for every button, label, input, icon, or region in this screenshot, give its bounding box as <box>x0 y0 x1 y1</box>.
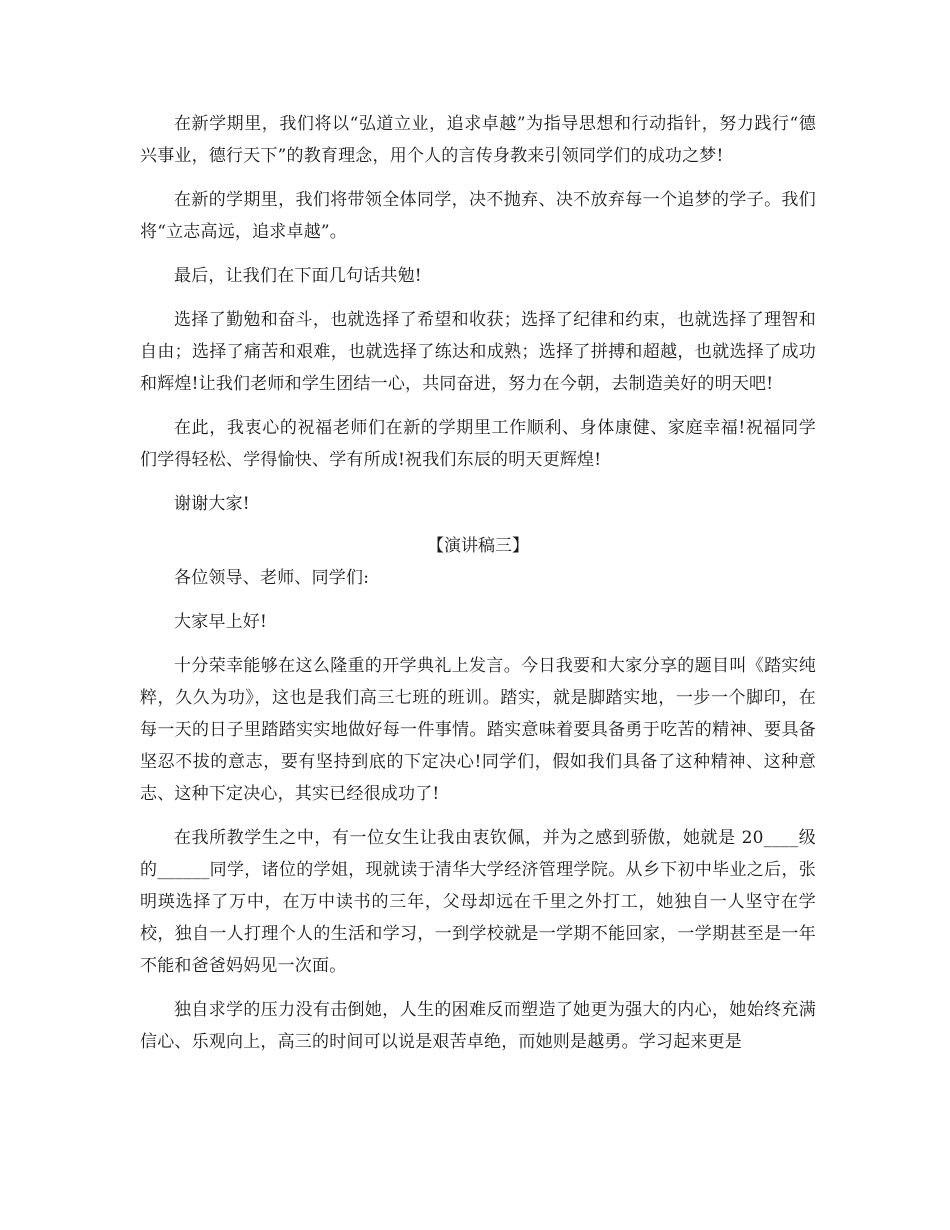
paragraph-3: 最后，让我们在下面几句话共勉! <box>174 266 422 286</box>
greeting: 大家早上好! <box>174 612 268 632</box>
section-heading: 【演讲稿三】 <box>427 536 529 556</box>
paragraph-2: 在新的学期里，我们将带领全体同学，决不抛弃、决不放弃每一个追梦的学子。我们将“立志高远，追求卓越”。 <box>140 190 816 242</box>
paragraph-6: 谢谢大家! <box>174 494 250 514</box>
paragraph-9: 独自求学的压力没有击倒她，人生的困难反而塑造了她更为强大的内心，她始终充满信心、乐观向上，高三的时间可以说是艰苦卓绝，而她则是越勇。学习起来更是 <box>140 1000 816 1052</box>
document-body <box>140 108 816 1058</box>
paragraph-8: 在我所教学生之中，有一位女生让我由衷钦佩，并为之感到骄傲，她就是 20____级的______同学，诸位的学姐，现就读于清华大学经济管理学院。从乡下初中毕业之后，张明瑛选择了万中，在万中读书的三年，父母却远在千里之外打工，她独自一人坚守在学校，独自一人打理个人的生活和学习，一到学校就是一学期不能回家，一学期甚至是一年不能和爸爸妈妈见一次面。 <box>140 828 816 976</box>
paragraph-1: 在新学期里，我们将以“弘道立业，追求卓越”为指导思想和行动指针，努力践行“德兴事业，德行天下”的教育理念，用个人的言传身教来引领同学们的成功之梦! <box>140 114 816 166</box>
paragraph-7: 十分荣幸能够在这么隆重的开学典礼上发言。今日我要和大家分享的题目叫《踏实纯粹，久久为功》，这也是我们高三七班的班训。踏实，就是脚踏实地，一步一个脚印，在每一天的日子里踏踏实实地做好每一件事情。踏实意味着要具备勇于吃苦的精神、要具备坚忍不拔的意志，要有坚持到底的下定决心!同学们，假如我们具备了这种精神、这种意志、这种下定决心，其实已经很成功了! <box>140 656 816 804</box>
paragraph-5: 在此，我衷心的祝福老师们在新的学期里工作顺利、身体康健、家庭幸福!祝福同学们学得轻松、学得愉快、学有所成!祝我们东辰的明天更辉煌! <box>140 418 816 470</box>
paragraph-4: 选择了勤勉和奋斗，也就选择了希望和收获；选择了纪律和约束，也就选择了理智和自由；选择了痛苦和艰难，也就选择了练达和成熟；选择了拼搏和超越，也就选择了成功和辉煌!让我们老师和学生团结一心，共同奋进，努力在今朝，去制造美好的明天吧! <box>140 310 816 394</box>
salutation: 各位领导、老师、同学们: <box>174 568 370 588</box>
